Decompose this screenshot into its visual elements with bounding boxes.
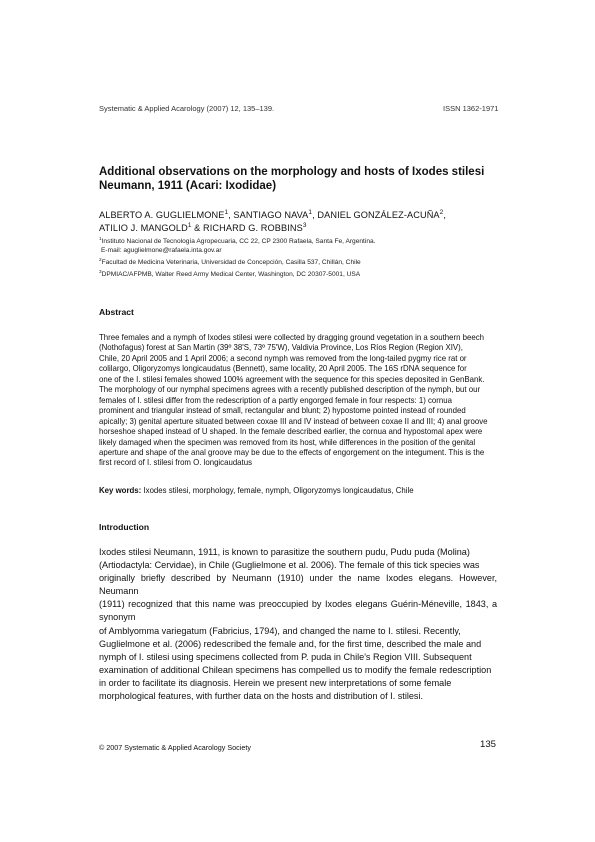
abstract-body: [99, 333, 497, 469]
author-affiliation-mark: 3: [302, 221, 307, 229]
introduction-body: [99, 546, 497, 703]
keywords-label: Key words:: [99, 486, 142, 495]
abstract-line: one of the I. stilesi females showed 100% agreement with the sequence for this species deposited in GenBank.: [99, 374, 485, 384]
intro-line: examination of additional Chilean specimens has compelled us to modify the female redescription: [99, 664, 492, 675]
abstract-line: prominent and triangular instead of small, rectangular and blunt; 2) hypostome pointed instead of rounded: [99, 406, 466, 416]
page-number: 135: [480, 739, 497, 750]
affiliation-3: $^3$DPMIAC/AFPMB, Walter Reed Army Medical Center, Washington, DC 20307-5001, USA: [99, 268, 361, 278]
abstract-line: first record of I. stilesi from O. longicaudatus: [99, 458, 253, 468]
abstract-line: likely damaged when the specimen was removed from its host, while differences in the position of the genital: [99, 437, 476, 447]
intro-line: Guglielmone et al. (2006) redescribed the female and, for the first time, described the male and: [99, 638, 482, 649]
abstract-line: Chile, 20 April 2005 and 1 April 2006; a second nymph was removed from the long-tailed pygmy rice rat or: [99, 353, 467, 363]
abstract-heading: Abstract: [99, 307, 134, 317]
abstract-line: colilargo, Oligoryzomys longicaudatus (Bennett), same locality, 20 April 2005. The 16S rDNA sequence for: [99, 364, 467, 374]
keywords-text: Ixodes stilesi, morphology, female, nymph, Oligoryzomys longicaudatus, Chile: [143, 486, 414, 495]
abstract-line: The morphology of our nymphal specimens agrees with a recently published description of the nymph, but our: [99, 385, 481, 395]
affiliation-1: $^1$Instituto Nacional de Tecnología Agropecuaria, CC 22, CP 2300 Rafaela, Santa Fe, Argentina.: [99, 235, 376, 245]
intro-line: (1911) recognized that this name was preoccupied by Ixodes elegans Guérin-Méneville, 1843, a synonym: [99, 599, 497, 623]
author-name: ALBERTO A. GUGLIELMONE: [99, 210, 225, 220]
intro-line: nymph of I. stilesi using specimens collected from P. puda in Chile's Region VIII. Subsequent: [99, 651, 472, 662]
abstract-line: apically; 3) genital aperture situated between coxae III and IV instead of between coxae II and III; 4) anal groove: [99, 416, 488, 426]
author-name: ATILIO J. MANGOLD: [99, 222, 188, 233]
author-name: , DANIEL GONZÁLEZ-ACUÑA: [312, 210, 440, 220]
paper-title-line-2: Neumann, 1911 (Acari: Ixodidae): [99, 180, 277, 192]
intro-line: Ixodes stilesi Neumann, 1911, is known to parasitize the southern pudu, Pudu puda (Molina): [99, 547, 470, 557]
abstract-line: Three females and a nymph of Ixodes stilesi were collected by dragging ground vegetation in a southern beech: [99, 333, 485, 342]
author-line-1: [99, 209, 509, 222]
author-affiliation-mark: 1: [224, 208, 229, 216]
abstract-line: (Nothofagus) forest at San Martin (39º 38'S, 73º 75'W), Valdivia Province, Los Ríos Region (Region XIV),: [99, 343, 463, 353]
author-name: , SANTIAGO NAVA: [228, 210, 309, 220]
author-affiliation-mark: 1: [308, 208, 313, 216]
abstract-line: females of I. stilesi differ from the redescription of a partly engorged female in four respects: 1) cornua: [99, 395, 452, 405]
copyright-footer: © 2007 Systematic & Applied Acarology Society: [99, 743, 251, 752]
author-list: [99, 209, 509, 234]
affiliation-email: E-mail: aguglielmone@rafaela.inta.gov.ar: [101, 247, 222, 254]
affiliation-2: $^2$Facultad de Medicina Veterinaria, Universidad de Concepción, Casilla 537, Chillán, Chile: [99, 256, 361, 266]
intro-line: originally briefly described by Neumann (1910) under the name Ixodes elegans. However, Neumann: [99, 573, 497, 597]
paper-title: [99, 165, 499, 193]
intro-line: (Artiodactyla: Cervidae), in Chile (Guglielmone et al. 2006). The female of this tick species was: [99, 560, 480, 571]
intro-line: of Amblyomma variegatum (Fabricius, 1794), and changed the name to I. stilesi. Recently,: [99, 625, 461, 636]
intro-line: in order to facilitate its diagnosis. Herein we present new interpretations of some female: [99, 677, 452, 688]
keywords: [99, 486, 497, 495]
intro-line: morphological features, with further data on the hosts and distribution of I. stilesi.: [99, 691, 424, 702]
introduction-heading: Introduction: [99, 522, 150, 532]
abstract-line: aperture and shape of the anal groove may be due to the effects of engorgement on the integument. This is the: [99, 447, 485, 457]
author-affiliation-mark: 2: [439, 208, 444, 216]
author-separator: ,: [443, 210, 446, 220]
abstract-line: horseshoe shaped instead of U shaped. In the female described earlier, the cornua and hypostomal apex were: [99, 427, 483, 437]
paper-title-line-1: Additional observations on the morphology and hosts of Ixodes stilesi: [99, 166, 485, 178]
issn: ISSN 1362-1971: [443, 104, 499, 113]
author-affiliation-mark: 1: [187, 221, 192, 229]
journal-citation: Systematic & Applied Acarology (2007) 12, 135–139.: [99, 104, 275, 113]
author-line-2: [99, 222, 509, 235]
author-name: & RICHARD G. ROBBINS: [191, 222, 303, 233]
